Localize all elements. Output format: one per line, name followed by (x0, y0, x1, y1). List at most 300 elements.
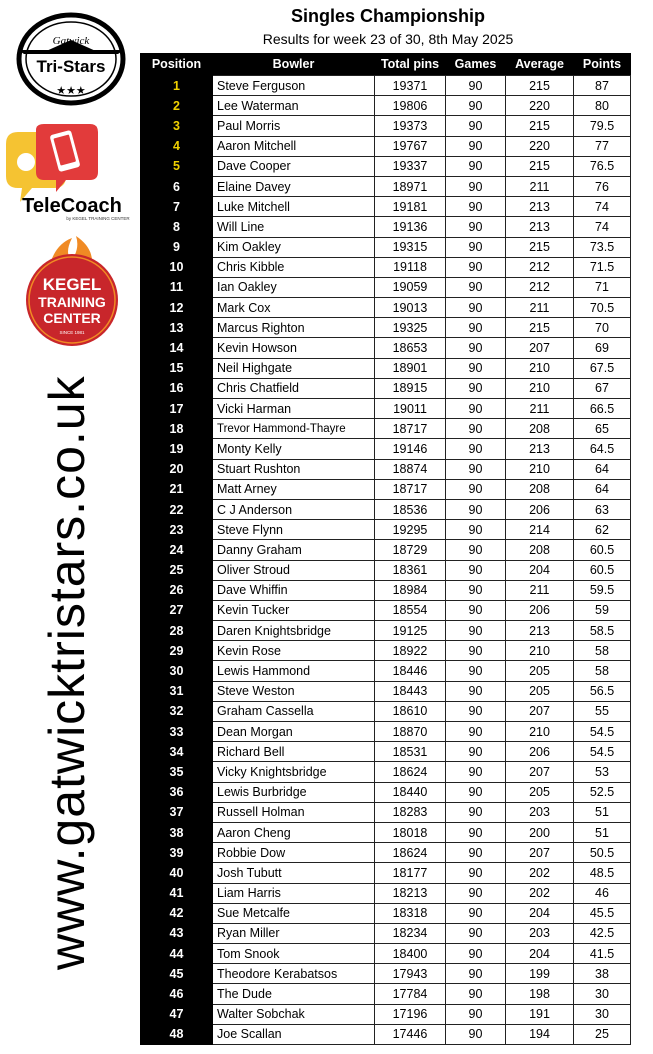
position-cell: 39 (141, 843, 213, 863)
bowler-cell: Graham Cassella (213, 701, 375, 721)
games-cell: 90 (446, 176, 506, 196)
total-pins-cell: 18177 (375, 863, 446, 883)
bowler-cell: Walter Sobchak (213, 1004, 375, 1024)
average-cell: 213 (506, 439, 574, 459)
telecoach-name-text: TeleCoach (22, 195, 122, 217)
games-cell: 90 (446, 298, 506, 318)
total-pins-cell: 19337 (375, 156, 446, 176)
average-cell: 210 (506, 358, 574, 378)
average-cell: 210 (506, 641, 574, 661)
points-cell: 62 (574, 520, 631, 540)
position-cell: 45 (141, 964, 213, 984)
bowler-cell: Will Line (213, 217, 375, 237)
bowler-cell: Robbie Dow (213, 843, 375, 863)
points-cell: 80 (574, 96, 631, 116)
table-row (141, 419, 631, 439)
points-cell: 71 (574, 277, 631, 297)
points-cell: 56.5 (574, 681, 631, 701)
points-cell: 30 (574, 1004, 631, 1024)
games-cell: 90 (446, 217, 506, 237)
table-row (141, 116, 631, 136)
position-cell: 2 (141, 96, 213, 116)
total-pins-cell: 19373 (375, 116, 446, 136)
average-cell: 210 (506, 459, 574, 479)
average-cell: 212 (506, 277, 574, 297)
table-row (141, 822, 631, 842)
average-cell: 211 (506, 580, 574, 600)
gatwick-tristars-logo (14, 12, 128, 106)
average-cell: 210 (506, 722, 574, 742)
table-row (141, 722, 631, 742)
points-cell: 59.5 (574, 580, 631, 600)
table-row (141, 923, 631, 943)
games-cell: 90 (446, 1024, 506, 1044)
average-cell: 215 (506, 76, 574, 96)
total-pins-cell: 17196 (375, 1004, 446, 1024)
position-cell: 17 (141, 399, 213, 419)
position-cell: 13 (141, 318, 213, 338)
points-cell: 63 (574, 499, 631, 519)
average-cell: 210 (506, 378, 574, 398)
points-cell: 54.5 (574, 722, 631, 742)
total-pins-cell: 18984 (375, 580, 446, 600)
average-cell: 214 (506, 520, 574, 540)
points-cell: 74 (574, 197, 631, 217)
total-pins-cell: 19136 (375, 217, 446, 237)
bowler-cell: C J Anderson (213, 499, 375, 519)
bowler-cell: Lewis Burbridge (213, 782, 375, 802)
games-cell: 90 (446, 802, 506, 822)
points-cell: 41.5 (574, 944, 631, 964)
average-cell: 208 (506, 419, 574, 439)
average-cell: 215 (506, 318, 574, 338)
position-cell: 40 (141, 863, 213, 883)
games-cell: 90 (446, 843, 506, 863)
bowler-cell: Lee Waterman (213, 96, 375, 116)
bowler-cell: Lewis Hammond (213, 661, 375, 681)
table-row (141, 701, 631, 721)
total-pins-cell: 17446 (375, 1024, 446, 1044)
table-row (141, 237, 631, 257)
telecoach-sub-text: by KEGEL TRAINING CENTER (66, 216, 130, 221)
average-cell: 205 (506, 681, 574, 701)
table-row (141, 298, 631, 318)
points-cell: 51 (574, 802, 631, 822)
table-row (141, 459, 631, 479)
table-row (141, 217, 631, 237)
bowler-cell: Kim Oakley (213, 237, 375, 257)
total-pins-cell: 18318 (375, 903, 446, 923)
table-row (141, 742, 631, 762)
games-cell: 90 (446, 722, 506, 742)
bowler-cell: Richard Bell (213, 742, 375, 762)
kegel-since: SINCE 1981 (59, 330, 85, 335)
games-cell: 90 (446, 984, 506, 1004)
points-cell: 67 (574, 378, 631, 398)
total-pins-cell: 19125 (375, 621, 446, 641)
total-pins-cell: 18213 (375, 883, 446, 903)
table-row (141, 883, 631, 903)
total-pins-cell: 18717 (375, 419, 446, 439)
games-cell: 90 (446, 136, 506, 156)
position-cell: 37 (141, 802, 213, 822)
bowler-cell: Elaine Davey (213, 176, 375, 196)
table-row (141, 641, 631, 661)
points-cell: 54.5 (574, 742, 631, 762)
games-cell: 90 (446, 762, 506, 782)
bowler-cell: Dean Morgan (213, 722, 375, 742)
average-cell: 213 (506, 621, 574, 641)
tristars-script-text: Gatwick (52, 35, 90, 47)
bowler-cell: Oliver Stroud (213, 560, 375, 580)
average-cell: 200 (506, 822, 574, 842)
position-cell: 47 (141, 1004, 213, 1024)
bowler-cell: Chris Chatfield (213, 378, 375, 398)
games-cell: 90 (446, 661, 506, 681)
page-title: Singles Championship (290, 6, 486, 26)
position-cell: 41 (141, 883, 213, 903)
table-row (141, 1024, 631, 1044)
games-cell: 90 (446, 600, 506, 620)
points-cell: 38 (574, 964, 631, 984)
total-pins-cell: 19295 (375, 520, 446, 540)
tristars-name-text: Tri-Stars (36, 57, 106, 76)
average-cell: 205 (506, 782, 574, 802)
points-cell: 42.5 (574, 923, 631, 943)
column-header-bowler: Bowler (213, 53, 375, 76)
games-cell: 90 (446, 903, 506, 923)
average-cell: 199 (506, 964, 574, 984)
table-row (141, 843, 631, 863)
table-row (141, 76, 631, 96)
bowler-cell: Marcus Righton (213, 318, 375, 338)
games-cell: 90 (446, 520, 506, 540)
total-pins-cell: 19315 (375, 237, 446, 257)
points-cell: 64 (574, 479, 631, 499)
kegel-training-center-logo (20, 236, 124, 348)
total-pins-cell: 19146 (375, 439, 446, 459)
table-row (141, 580, 631, 600)
total-pins-cell: 18624 (375, 762, 446, 782)
bowler-cell: Aaron Cheng (213, 822, 375, 842)
position-cell: 29 (141, 641, 213, 661)
games-cell: 90 (446, 560, 506, 580)
bowler-cell: Trevor Hammond-Thayre (213, 419, 375, 439)
total-pins-cell: 18554 (375, 600, 446, 620)
total-pins-cell: 17943 (375, 964, 446, 984)
page-subtitle: Results for week 23 of 30, 8th May 2025 (262, 31, 514, 47)
games-cell: 90 (446, 237, 506, 257)
position-cell: 6 (141, 176, 213, 196)
position-cell: 24 (141, 540, 213, 560)
games-cell: 90 (446, 479, 506, 499)
position-cell: 1 (141, 76, 213, 96)
average-cell: 220 (506, 136, 574, 156)
position-cell: 19 (141, 439, 213, 459)
points-cell: 58.5 (574, 621, 631, 641)
average-cell: 198 (506, 984, 574, 1004)
points-cell: 30 (574, 984, 631, 1004)
total-pins-cell: 18653 (375, 338, 446, 358)
position-cell: 14 (141, 338, 213, 358)
total-pins-cell: 19181 (375, 197, 446, 217)
bowler-cell: Neil Highgate (213, 358, 375, 378)
games-cell: 90 (446, 540, 506, 560)
total-pins-cell: 19371 (375, 76, 446, 96)
points-cell: 69 (574, 338, 631, 358)
games-cell: 90 (446, 76, 506, 96)
games-cell: 90 (446, 358, 506, 378)
average-cell: 212 (506, 257, 574, 277)
position-cell: 27 (141, 600, 213, 620)
points-cell: 70 (574, 318, 631, 338)
table-row (141, 499, 631, 519)
total-pins-cell: 19059 (375, 277, 446, 297)
points-cell: 64 (574, 459, 631, 479)
average-cell: 215 (506, 116, 574, 136)
average-cell: 211 (506, 399, 574, 419)
average-cell: 194 (506, 1024, 574, 1044)
points-cell: 67.5 (574, 358, 631, 378)
table-row (141, 479, 631, 499)
bowler-cell: Kevin Rose (213, 641, 375, 661)
average-cell: 203 (506, 802, 574, 822)
table-row (141, 903, 631, 923)
total-pins-cell: 18901 (375, 358, 446, 378)
total-pins-cell: 18531 (375, 742, 446, 762)
games-cell: 90 (446, 156, 506, 176)
total-pins-cell: 18446 (375, 661, 446, 681)
total-pins-cell: 18971 (375, 176, 446, 196)
games-cell: 90 (446, 197, 506, 217)
bowler-cell: Steve Ferguson (213, 76, 375, 96)
average-cell: 202 (506, 883, 574, 903)
average-cell: 191 (506, 1004, 574, 1024)
position-cell: 5 (141, 156, 213, 176)
total-pins-cell: 19011 (375, 399, 446, 419)
position-cell: 42 (141, 903, 213, 923)
average-cell: 203 (506, 923, 574, 943)
bowler-cell: Josh Tubutt (213, 863, 375, 883)
position-cell: 23 (141, 520, 213, 540)
bowler-cell: Tom Snook (213, 944, 375, 964)
position-cell: 18 (141, 419, 213, 439)
average-cell: 206 (506, 499, 574, 519)
bowler-cell: Steve Weston (213, 681, 375, 701)
average-cell: 205 (506, 661, 574, 681)
points-cell: 58 (574, 661, 631, 681)
kegel-line3: CENTER (43, 310, 101, 326)
bowler-cell: Aaron Mitchell (213, 136, 375, 156)
games-cell: 90 (446, 116, 506, 136)
column-header-total-pins: Total pins (375, 53, 446, 76)
total-pins-cell: 18610 (375, 701, 446, 721)
total-pins-cell: 18624 (375, 843, 446, 863)
position-cell: 38 (141, 822, 213, 842)
average-cell: 207 (506, 338, 574, 358)
points-cell: 64.5 (574, 439, 631, 459)
position-cell: 7 (141, 197, 213, 217)
bowler-cell: Dave Cooper (213, 156, 375, 176)
points-cell: 59 (574, 600, 631, 620)
games-cell: 90 (446, 580, 506, 600)
games-cell: 90 (446, 621, 506, 641)
column-header-position: Position (141, 53, 213, 76)
total-pins-cell: 18440 (375, 782, 446, 802)
games-cell: 90 (446, 944, 506, 964)
kegel-line1: KEGEL (42, 275, 102, 294)
games-cell: 90 (446, 964, 506, 984)
table-row (141, 156, 631, 176)
table-row (141, 681, 631, 701)
position-cell: 20 (141, 459, 213, 479)
table-row (141, 621, 631, 641)
bowler-cell: Chris Kibble (213, 257, 375, 277)
bowler-cell: Luke Mitchell (213, 197, 375, 217)
table-row (141, 358, 631, 378)
games-cell: 90 (446, 257, 506, 277)
points-cell: 25 (574, 1024, 631, 1044)
average-cell: 215 (506, 237, 574, 257)
kegel-line2: TRAINING (38, 294, 106, 310)
total-pins-cell: 18443 (375, 681, 446, 701)
points-cell: 46 (574, 883, 631, 903)
bowler-cell: Mark Cox (213, 298, 375, 318)
average-cell: 206 (506, 742, 574, 762)
points-cell: 51 (574, 822, 631, 842)
table-row (141, 399, 631, 419)
points-cell: 45.5 (574, 903, 631, 923)
table-row (141, 600, 631, 620)
points-cell: 58 (574, 641, 631, 661)
bowler-cell: Liam Harris (213, 883, 375, 903)
bowler-cell: Kevin Howson (213, 338, 375, 358)
total-pins-cell: 19806 (375, 96, 446, 116)
points-cell: 73.5 (574, 237, 631, 257)
games-cell: 90 (446, 459, 506, 479)
table-row (141, 176, 631, 196)
total-pins-cell: 18400 (375, 944, 446, 964)
games-cell: 90 (446, 399, 506, 419)
points-cell: 77 (574, 136, 631, 156)
position-cell: 36 (141, 782, 213, 802)
table-row (141, 802, 631, 822)
games-cell: 90 (446, 681, 506, 701)
points-cell: 60.5 (574, 560, 631, 580)
column-header-average: Average (506, 53, 574, 76)
table-row (141, 96, 631, 116)
average-cell: 204 (506, 903, 574, 923)
total-pins-cell: 18234 (375, 923, 446, 943)
bowler-cell: Monty Kelly (213, 439, 375, 459)
games-cell: 90 (446, 499, 506, 519)
average-cell: 208 (506, 479, 574, 499)
total-pins-cell: 17784 (375, 984, 446, 1004)
average-cell: 220 (506, 96, 574, 116)
position-cell: 9 (141, 237, 213, 257)
position-cell: 12 (141, 298, 213, 318)
position-cell: 31 (141, 681, 213, 701)
table-row (141, 338, 631, 358)
position-cell: 3 (141, 116, 213, 136)
table-row (141, 782, 631, 802)
table-row (141, 1004, 631, 1024)
total-pins-cell: 18922 (375, 641, 446, 661)
bowler-cell: Dave Whiffin (213, 580, 375, 600)
total-pins-cell: 18536 (375, 499, 446, 519)
table-row (141, 863, 631, 883)
points-cell: 76.5 (574, 156, 631, 176)
bowler-cell: Matt Arney (213, 479, 375, 499)
position-cell: 8 (141, 217, 213, 237)
website-url-text: www.gatwicktristars.co.uk (39, 375, 95, 970)
results-table (140, 53, 631, 1045)
position-cell: 4 (141, 136, 213, 156)
position-cell: 22 (141, 499, 213, 519)
table-row (141, 560, 631, 580)
average-cell: 207 (506, 843, 574, 863)
points-cell: 66.5 (574, 399, 631, 419)
total-pins-cell: 18729 (375, 540, 446, 560)
points-cell: 52.5 (574, 782, 631, 802)
games-cell: 90 (446, 1004, 506, 1024)
games-cell: 90 (446, 883, 506, 903)
points-cell: 55 (574, 701, 631, 721)
points-cell: 71.5 (574, 257, 631, 277)
average-cell: 204 (506, 944, 574, 964)
table-row (141, 257, 631, 277)
position-cell: 35 (141, 762, 213, 782)
average-cell: 202 (506, 863, 574, 883)
average-cell: 207 (506, 762, 574, 782)
total-pins-cell: 18018 (375, 822, 446, 842)
points-cell: 87 (574, 76, 631, 96)
table-header-row (141, 53, 631, 76)
bowler-cell: Russell Holman (213, 802, 375, 822)
points-cell: 79.5 (574, 116, 631, 136)
total-pins-cell: 18874 (375, 459, 446, 479)
position-cell: 15 (141, 358, 213, 378)
total-pins-cell: 18717 (375, 479, 446, 499)
points-cell: 48.5 (574, 863, 631, 883)
position-cell: 32 (141, 701, 213, 721)
average-cell: 211 (506, 176, 574, 196)
table-row (141, 944, 631, 964)
position-cell: 25 (141, 560, 213, 580)
games-cell: 90 (446, 277, 506, 297)
bowler-cell: Vicky Knightsbridge (213, 762, 375, 782)
total-pins-cell: 19013 (375, 298, 446, 318)
table-row (141, 136, 631, 156)
points-cell: 53 (574, 762, 631, 782)
average-cell: 213 (506, 217, 574, 237)
points-cell: 74 (574, 217, 631, 237)
average-cell: 215 (506, 156, 574, 176)
games-cell: 90 (446, 701, 506, 721)
average-cell: 208 (506, 540, 574, 560)
bowler-cell: Daren Knightsbridge (213, 621, 375, 641)
total-pins-cell: 19325 (375, 318, 446, 338)
bowler-cell: Vicki Harman (213, 399, 375, 419)
position-cell: 48 (141, 1024, 213, 1044)
bowler-cell: Danny Graham (213, 540, 375, 560)
games-cell: 90 (446, 863, 506, 883)
position-cell: 16 (141, 378, 213, 398)
bowler-cell: Kevin Tucker (213, 600, 375, 620)
position-cell: 10 (141, 257, 213, 277)
average-cell: 206 (506, 600, 574, 620)
games-cell: 90 (446, 641, 506, 661)
